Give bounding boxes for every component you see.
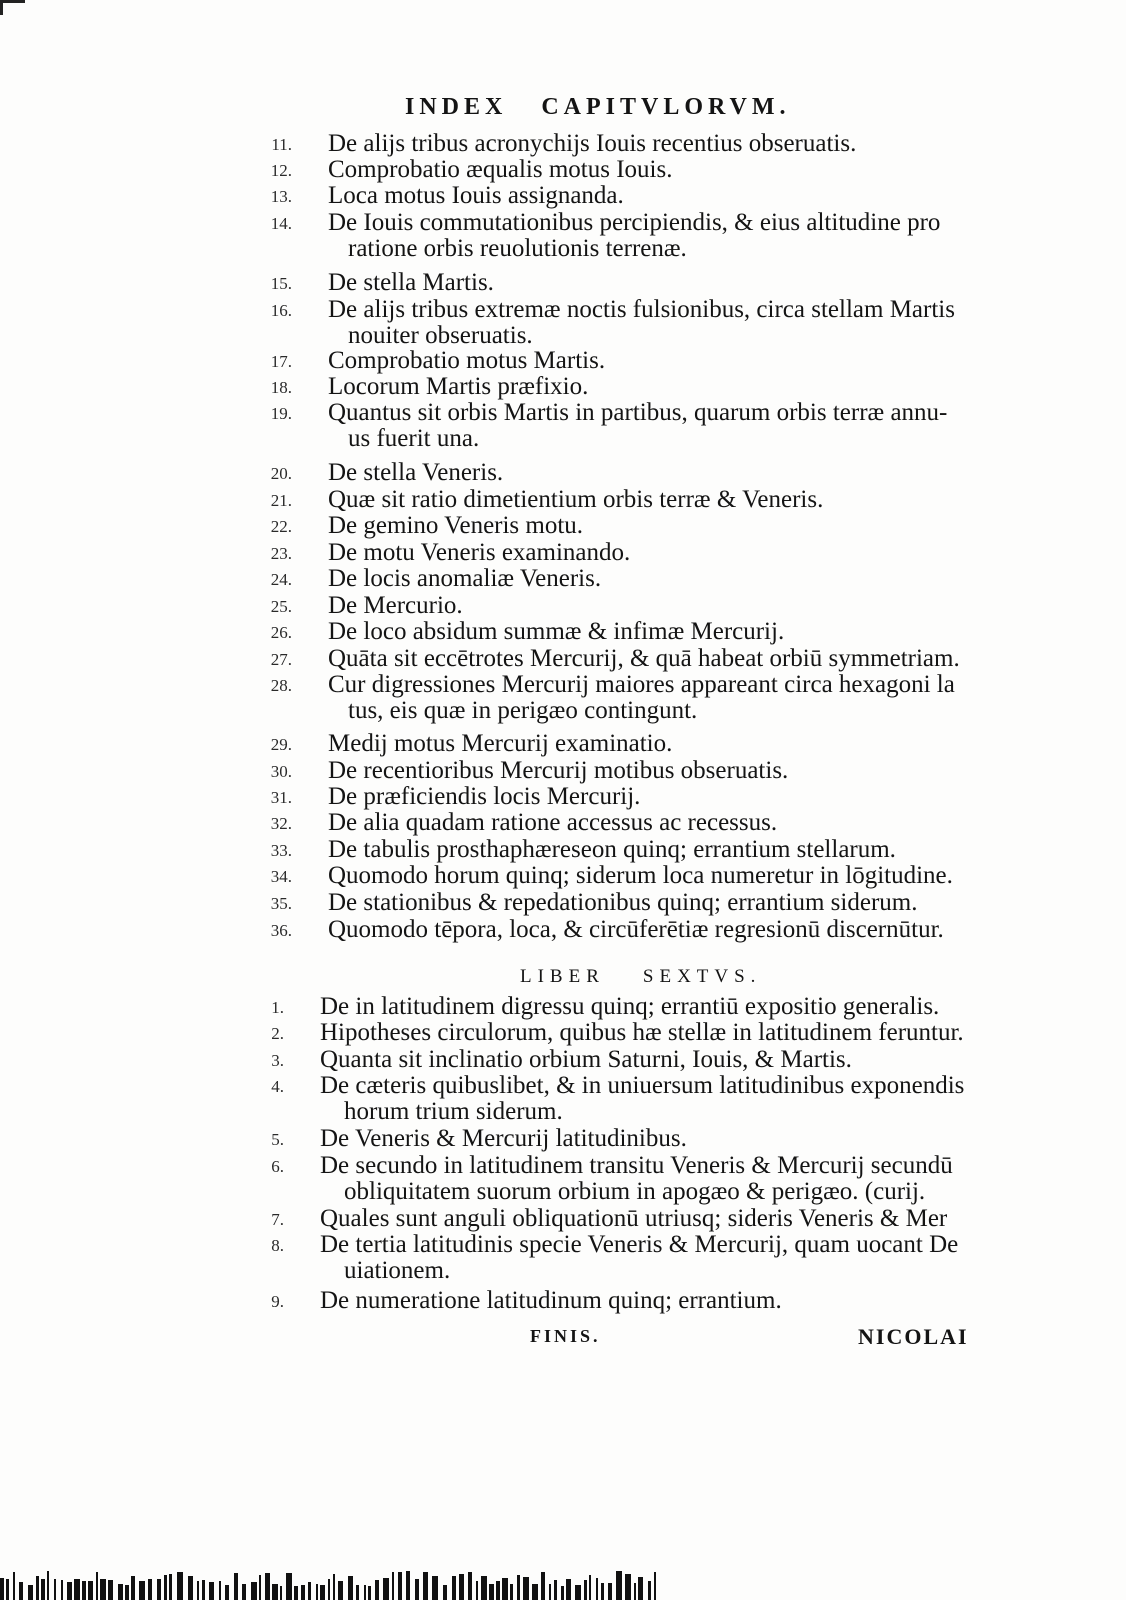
binding-stripe <box>13 1572 15 1600</box>
binding-stripe <box>383 1578 389 1600</box>
chapter-number: 20. <box>270 464 292 483</box>
binding-stripe <box>415 1579 419 1600</box>
chapter-title: De tabulis prosthaphæreseon quinq; errantium stellarum. <box>328 836 896 863</box>
binding-stripe <box>554 1580 557 1600</box>
binding-stripe <box>100 1579 106 1600</box>
section-title-liber-sextus <box>520 966 761 988</box>
binding-stripe <box>234 1573 238 1600</box>
binding-stripe <box>96 1572 98 1600</box>
chapter-number: 16. <box>270 301 292 320</box>
chapter-title: De stella Martis. <box>328 269 494 296</box>
binding-stripe <box>364 1585 366 1600</box>
chapter-number: 6. <box>271 1157 284 1176</box>
binding-stripe <box>251 1582 257 1600</box>
binding-stripe <box>549 1584 551 1600</box>
chapter-title: Hipotheses circulorum, quibus hæ stellæ in latitudinem feruntur. <box>320 1019 964 1046</box>
binding-stripe <box>459 1574 464 1600</box>
binding-stripe <box>202 1580 205 1600</box>
chapter-number: 13. <box>270 187 292 206</box>
chapter-number: 22. <box>270 517 292 536</box>
binding-stripe <box>164 1575 167 1600</box>
chapter-title: De secundo in latitudinem transitu Veneris & Mercurij secundū <box>320 1152 953 1179</box>
footer-catchword: NICOLAI <box>858 1324 969 1349</box>
binding-stripe <box>584 1580 587 1600</box>
chapter-number: 3. <box>271 1051 284 1070</box>
binding-stripe <box>219 1581 221 1600</box>
chapter-title: De motu Veneris examinando. <box>328 539 631 566</box>
binding-stripe <box>510 1584 513 1600</box>
chapter-number: 24. <box>270 570 292 589</box>
binding-stripe <box>242 1584 246 1600</box>
chapter-title: De tertia latitudinis specie Veneris & Mercurij, quam uocant De <box>320 1231 959 1258</box>
chapter-number: 32. <box>270 814 292 833</box>
binding-stripe <box>476 1581 478 1600</box>
chapter-title-continuation: obliquitatem suorum orbium in apogæo & perigæo. (curij. <box>344 1178 926 1205</box>
binding-stripe <box>148 1579 152 1600</box>
chapter-title: Loca motus Iouis assignanda. <box>328 182 624 209</box>
chapter-title: De in latitudinem digressu quinq; errantiū expositio generalis. <box>320 993 940 1020</box>
chapter-number: 30. <box>270 762 292 781</box>
section-title-word-1: LIBER <box>520 966 605 987</box>
chapter-title: Quantus sit orbis Martis in partibus, quarum orbis terræ annu- <box>328 399 948 426</box>
chapter-title: De gemino Veneris motu. <box>328 512 584 539</box>
chapter-title: Quāta sit eccētrotes Mercurij, & quā habeat orbiū symmetriam. <box>328 645 960 672</box>
scan-corner-mark <box>0 0 25 15</box>
binding-stripe <box>496 1581 500 1600</box>
binding-stripe <box>197 1581 199 1600</box>
chapter-title: De loco absidum summæ & infimæ Mercurij. <box>328 618 785 645</box>
chapter-number: 9. <box>271 1292 284 1311</box>
binding-stripe <box>654 1572 656 1600</box>
binding-stripe <box>517 1575 520 1600</box>
binding-stripe <box>47 1571 49 1600</box>
chapter-title: Medij motus Mercurij examinatio. <box>328 730 673 757</box>
binding-stripe <box>265 1573 270 1600</box>
chapter-title: De Iouis commutationibus percipiendis, & eius altitudine pro <box>328 209 941 236</box>
binding-stripe <box>502 1578 508 1600</box>
binding-stripe <box>648 1581 651 1600</box>
binding-stripe <box>348 1576 353 1600</box>
binding-stripe <box>19 1582 23 1600</box>
binding-stripe <box>108 1580 113 1600</box>
binding-stripe <box>177 1572 183 1600</box>
header-index-word: INDEX <box>405 94 508 120</box>
chapter-title: De alijs tribus acronychijs Iouis recentius obseruatis. <box>328 130 857 157</box>
chapter-number: 28. <box>270 676 292 695</box>
binding-stripe <box>301 1585 305 1600</box>
chapter-title: Comprobatio motus Martis. <box>328 347 606 374</box>
binding-stripe <box>209 1582 214 1600</box>
binding-stripe <box>125 1585 129 1600</box>
chapter-number: 11. <box>271 135 292 154</box>
footer-finis: FINIS. <box>530 1326 601 1346</box>
binding-stripe <box>566 1579 571 1600</box>
binding-stripe <box>225 1585 229 1600</box>
binding-stripe <box>169 1574 172 1600</box>
chapter-title: Cur digressiones Mercurij maiores appareant circa hexagoni la <box>328 671 955 698</box>
binding-stripe <box>468 1572 472 1600</box>
binding-stripe <box>61 1580 63 1600</box>
chapter-title: Quales sunt anguli obliquationū utriusq; sideris Veneris & Mer <box>320 1205 948 1232</box>
chapter-number: 26. <box>270 623 292 642</box>
chapter-number: 14. <box>270 214 292 233</box>
chapter-title: De stella Veneris. <box>328 459 504 486</box>
binding-stripe <box>0 1578 4 1600</box>
binding-stripe <box>157 1579 161 1600</box>
header-chapters-word: CAPITVLORVM. <box>541 94 791 120</box>
chapter-title: Locorum Martis præfixio. <box>328 373 589 400</box>
chapter-title: De Mercurio. <box>328 592 463 619</box>
scan-binding-edge <box>0 1570 1126 1600</box>
binding-stripe <box>523 1577 529 1600</box>
chapter-title: De stationibus & repedationibus quinq; errantium siderum. <box>328 889 918 916</box>
binding-stripe <box>634 1583 636 1600</box>
binding-stripe <box>280 1586 282 1600</box>
binding-stripe <box>320 1585 325 1600</box>
binding-stripe <box>139 1581 145 1600</box>
binding-stripe <box>356 1585 359 1600</box>
chapter-number: 34. <box>270 867 292 886</box>
chapter-title-continuation: us fuerit una. <box>348 425 480 452</box>
chapter-number: 12. <box>270 161 292 180</box>
binding-stripe <box>601 1583 604 1600</box>
binding-stripe <box>328 1579 330 1600</box>
chapter-title: De præficiendis locis Mercurij. <box>328 783 641 810</box>
chapter-number: 29. <box>270 735 292 754</box>
binding-stripe <box>272 1584 278 1600</box>
binding-stripe <box>443 1585 447 1600</box>
binding-stripe <box>625 1574 631 1600</box>
section-title-word-2: SEXTVS. <box>642 966 762 987</box>
chapter-number: 35. <box>270 894 292 913</box>
binding-stripe <box>596 1578 598 1600</box>
chapter-title-continuation: tus, eis quæ in perigæo contingunt. <box>348 697 698 724</box>
binding-stripe <box>308 1582 311 1600</box>
binding-stripe <box>375 1580 379 1600</box>
binding-stripe <box>333 1574 335 1600</box>
binding-stripe <box>616 1571 622 1600</box>
chapter-title: Comprobatio æqualis motus Iouis. <box>328 156 673 183</box>
page-header <box>405 94 845 121</box>
binding-stripe <box>481 1576 487 1600</box>
binding-stripe <box>532 1584 538 1600</box>
chapter-number: 27. <box>270 650 292 669</box>
binding-stripe <box>41 1579 45 1600</box>
binding-stripe <box>406 1571 410 1600</box>
binding-stripe <box>28 1585 33 1600</box>
binding-stripe <box>398 1572 402 1600</box>
chapter-title-continuation: horum trium siderum. <box>344 1098 563 1125</box>
chapter-title: De locis anomaliæ Veneris. <box>328 565 602 592</box>
chapter-title-continuation: ratione orbis reuolutionis terrenæ. <box>348 235 687 262</box>
chapter-number: 19. <box>270 404 292 423</box>
chapter-number: 21. <box>270 491 292 510</box>
chapter-title: De recentioribus Mercurij motibus obseruatis. <box>328 757 789 784</box>
binding-stripe <box>67 1582 72 1600</box>
chapter-title-continuation: uiationem. <box>344 1257 451 1284</box>
binding-stripe <box>638 1577 643 1600</box>
chapter-number: 2. <box>271 1024 284 1043</box>
binding-stripe <box>489 1584 494 1600</box>
chapter-title: De numeratione latitudinum quinq; errantium. <box>320 1287 782 1314</box>
chapter-title: Quomodo horum quinq; siderum loca numeretur in lōgitudine. <box>328 862 953 889</box>
chapter-title: De Veneris & Mercurij latitudinibus. <box>320 1125 687 1152</box>
binding-stripe <box>54 1579 56 1600</box>
binding-stripe <box>74 1579 80 1600</box>
binding-stripe <box>88 1581 93 1600</box>
chapter-number: 33. <box>270 841 292 860</box>
binding-stripe <box>608 1583 612 1600</box>
chapter-title: De alia quadam ratione accessus ac recessus. <box>328 809 778 836</box>
chapter-number: 15. <box>270 274 292 293</box>
chapter-number: 5. <box>271 1130 284 1149</box>
binding-stripe <box>259 1575 261 1600</box>
chapter-number: 23. <box>270 544 292 563</box>
chapter-number: 25. <box>270 597 292 616</box>
chapter-title: De alijs tribus extremæ noctis fulsionibus, circa stellam Martis <box>328 296 955 323</box>
binding-stripe <box>423 1572 428 1600</box>
binding-stripe <box>188 1576 193 1600</box>
binding-stripe <box>6 1579 9 1600</box>
binding-stripe <box>575 1585 581 1600</box>
binding-stripe <box>589 1575 591 1600</box>
chapter-number: 7. <box>271 1210 284 1229</box>
chapter-title: De cæteris quibuslibet, & in uniuersum latitudinibus exponendis <box>320 1072 965 1099</box>
binding-stripe <box>118 1584 123 1600</box>
binding-stripe <box>294 1586 298 1600</box>
binding-stripe <box>131 1576 135 1600</box>
chapter-number: 8. <box>271 1236 284 1255</box>
chapter-number: 31. <box>270 788 292 807</box>
chapter-number: 17. <box>270 352 292 371</box>
binding-stripe <box>392 1572 394 1600</box>
binding-stripe <box>36 1576 39 1600</box>
chapter-title: Quomodo tēpora, loca, & circūferētiæ regresionū discernūtur. <box>328 916 944 943</box>
binding-stripe <box>316 1584 318 1600</box>
binding-stripe <box>561 1586 564 1600</box>
chapter-number: 4. <box>271 1077 284 1096</box>
chapter-title: Quæ sit ratio dimetientium orbis terræ & Veneris. <box>328 486 824 513</box>
binding-stripe <box>452 1576 456 1600</box>
chapter-number: 1. <box>271 998 284 1017</box>
binding-stripe <box>368 1586 371 1600</box>
chapter-title-continuation: nouiter obseruatis. <box>348 322 533 349</box>
binding-stripe <box>286 1573 292 1600</box>
binding-stripe <box>82 1581 86 1600</box>
chapter-title: Quanta sit inclinatio orbium Saturni, Iouis, & Martis. <box>320 1046 852 1073</box>
binding-stripe <box>338 1581 343 1600</box>
chapter-number: 18. <box>270 378 292 397</box>
binding-stripe <box>432 1576 438 1600</box>
binding-stripe <box>541 1572 545 1600</box>
chapter-number: 36. <box>270 921 292 940</box>
